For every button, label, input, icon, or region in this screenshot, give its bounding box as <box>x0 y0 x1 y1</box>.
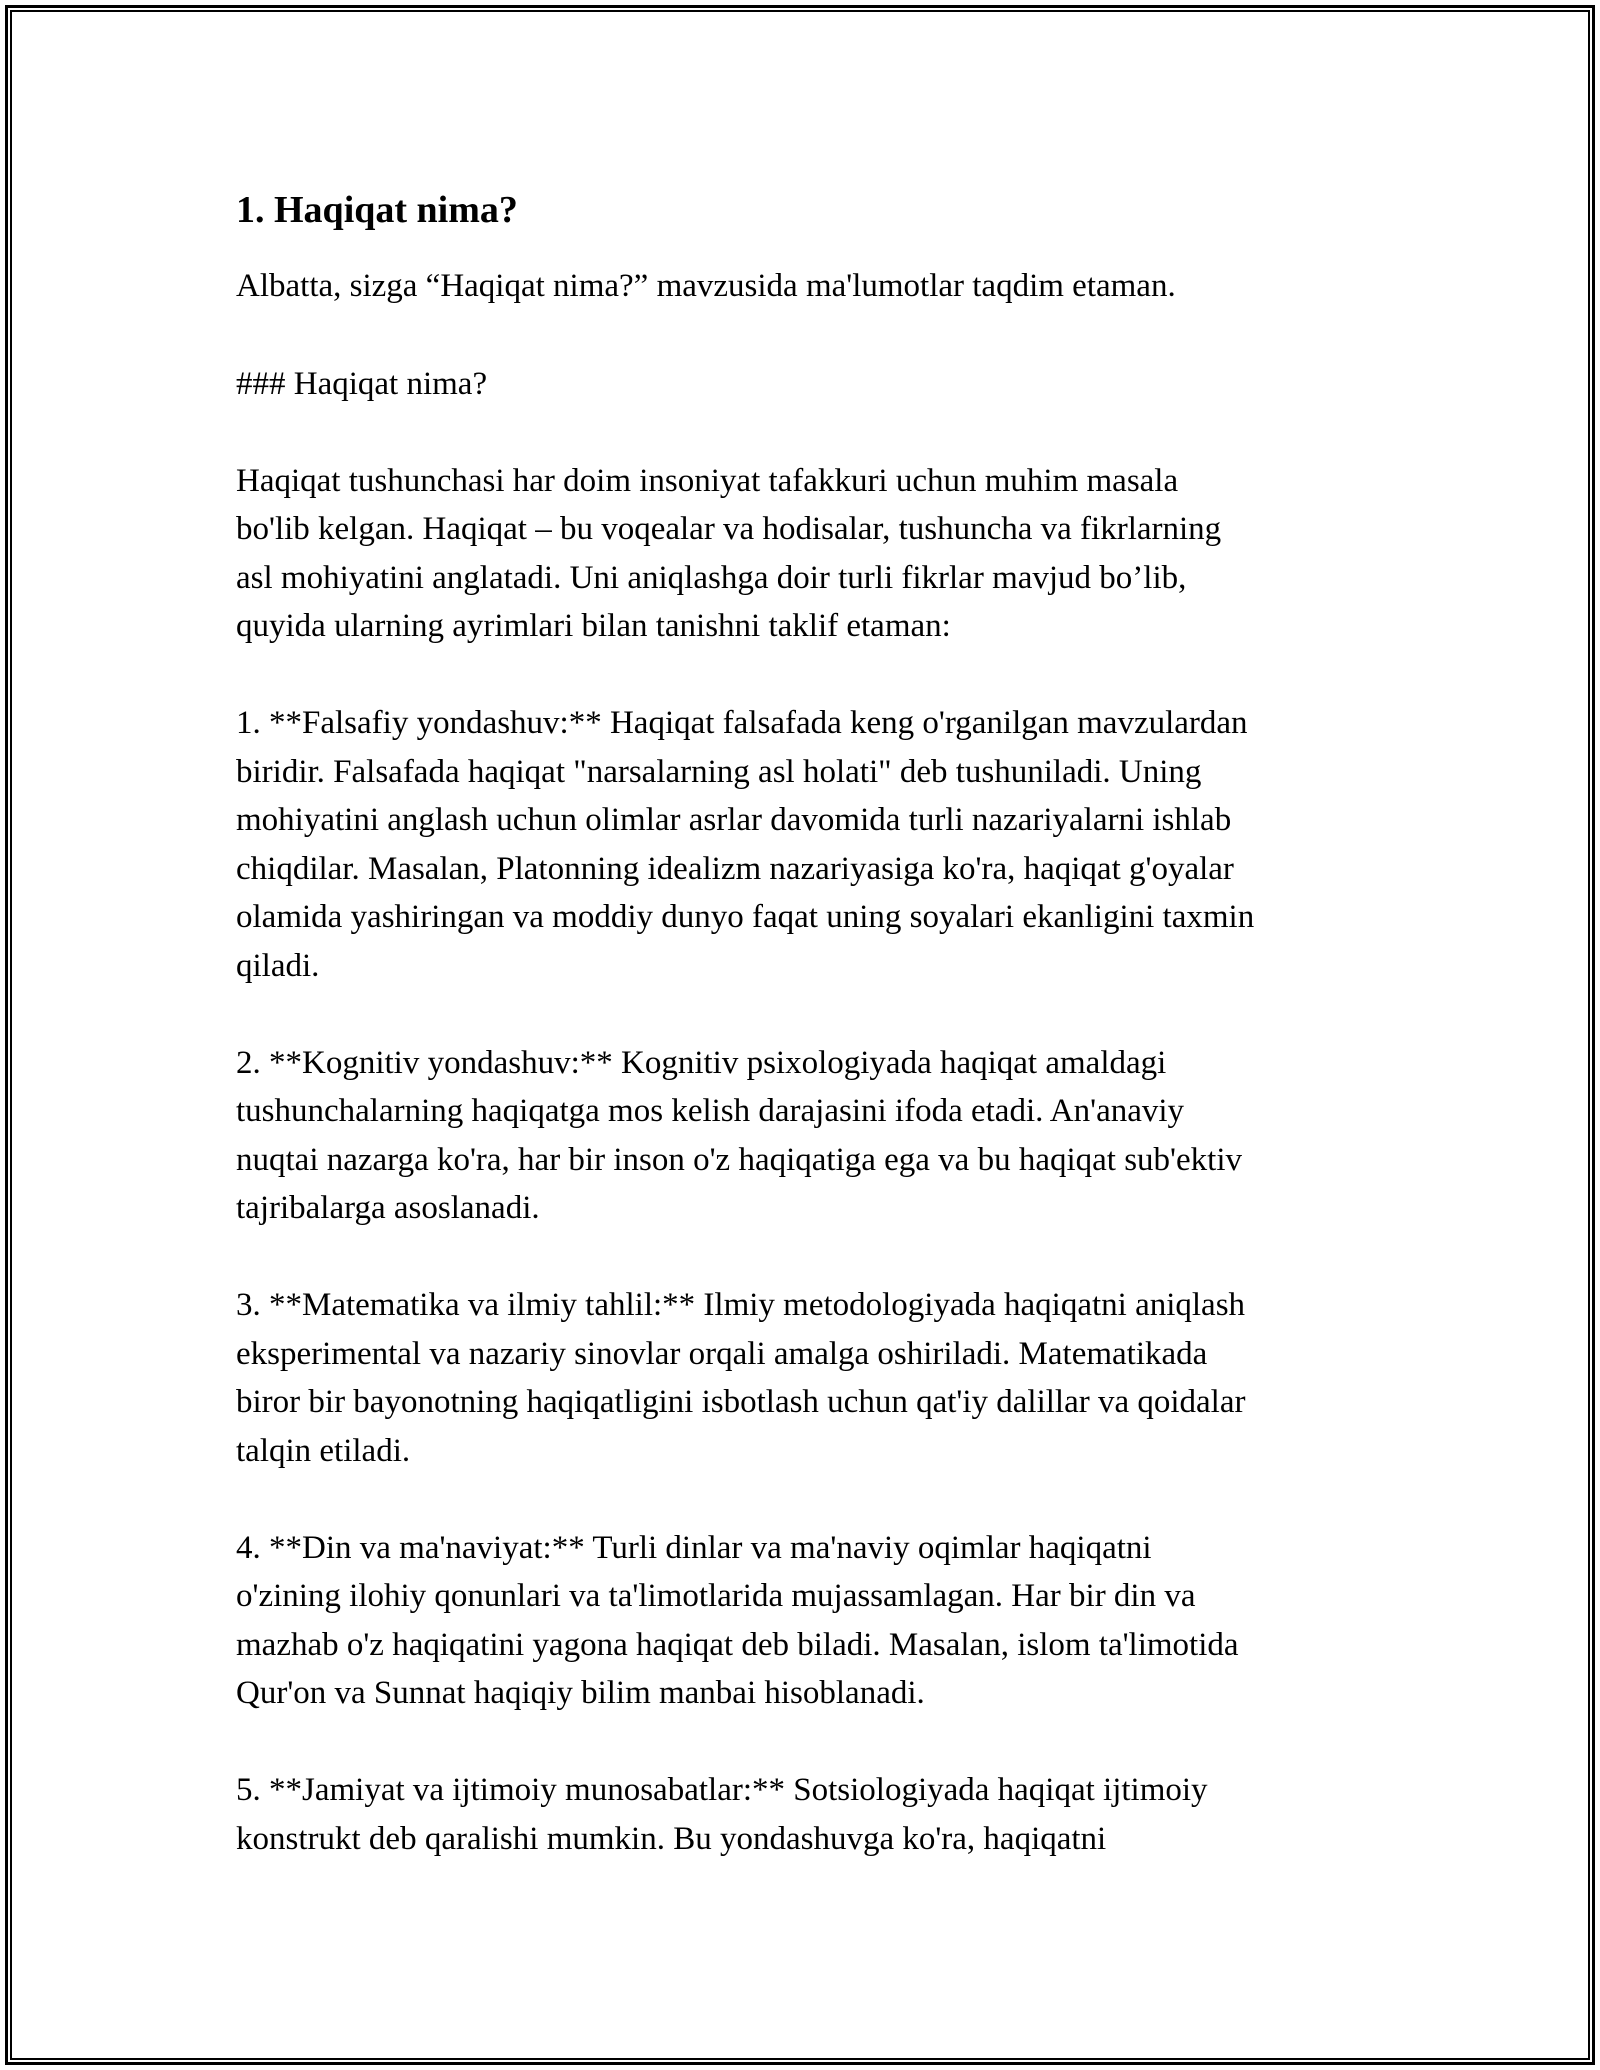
text-line: eksperimental va nazariy sinovlar orqali amalga oshiriladi. Matematikada <box>236 1335 1208 1372</box>
list-item-cognitive <box>236 1039 1416 1233</box>
text-line: 3. **Matematika va ilmiy tahlil:** Ilmiy metodologiyada haqiqatni aniqlash <box>236 1287 1246 1323</box>
list-item-philosophical <box>236 699 1416 990</box>
text-line: 2. **Kognitiv yondashuv:** Kognitiv psixologiyada haqiqat amaldagi <box>236 1044 1167 1081</box>
text-line: bo'lib kelgan. Haqiqat – bu voqealar va hodisalar, tushuncha va fikrlarning <box>236 511 1222 547</box>
text-line: olamida yashiringan va moddiy dunyo faqat uning soyalari ekanligini taxmin <box>236 899 1255 935</box>
text-line: asl mohiyatini anglatadi. Uni aniqlashga doir turli fikrlar mavjud bo’lib, <box>236 559 1187 596</box>
text-line: 1. **Falsafiy yondashuv:** Haqiqat falsafada keng o'rganilgan mavzulardan <box>236 705 1248 741</box>
text-line: biridir. Falsafada haqiqat "narsalarning asl holati" deb tushuniladi. Uning <box>236 753 1202 790</box>
text-line: tajribalarga asoslanadi. <box>236 1190 540 1226</box>
text-line: chiqdilar. Masalan, Platonning idealizm nazariyasiga ko'ra, haqiqat g'oyalar <box>236 850 1234 887</box>
list-item-religion <box>236 1524 1416 1718</box>
text-line: tushunchalarning haqiqatga mos kelish darajasini ifoda etadi. An'anaviy <box>236 1093 1185 1129</box>
document-heading: 1. Haqiqat nima? <box>236 189 518 231</box>
subheading-paragraph: ### Haqiqat nima? <box>236 365 488 402</box>
text-line: mazhab o'z haqiqatini yagona haqiqat deb biladi. Masalan, islom ta'limotida <box>236 1626 1239 1663</box>
text-line: Qur'on va Sunnat haqiqiy bilim manbai hisoblanadi. <box>236 1675 925 1711</box>
text-line: quyida ularning ayrimlari bilan tanishni taklif etaman: <box>236 608 951 644</box>
text-line: nuqtai nazarga ko'ra, har bir inson o'z haqiqatiga ega va bu haqiqat sub'ektiv <box>236 1141 1242 1178</box>
text-line: biror bir bayonotning haqiqatligini isbotlash uchun qat'iy dalillar va qoidalar <box>236 1384 1246 1420</box>
text-line: o'zining ilohiy qonunlari va ta'limotlarida mujassamlagan. Har bir din va <box>236 1578 1196 1614</box>
list-item-society <box>236 1766 1416 1863</box>
text-line: Haqiqat tushunchasi har doim insoniyat tafakkuri uchun muhim masala <box>236 462 1179 499</box>
text-line: qiladi. <box>236 947 320 984</box>
intro-paragraph: Albatta, sizga “Haqiqat nima?” mavzusida ma'lumotlar taqdim etaman. <box>236 268 1176 304</box>
definition-paragraph <box>236 457 1416 651</box>
text-line: 4. **Din va ma'naviyat:** Turli dinlar va ma'naviy oqimlar haqiqatni <box>236 1529 1152 1566</box>
document-body <box>236 186 1416 1863</box>
text-line: 5. **Jamiyat va ijtimoiy munosabatlar:** Sotsiologiyada haqiqat ijtimoiy <box>236 1772 1208 1808</box>
list-item-mathematics <box>236 1281 1416 1475</box>
text-line: talqin etiladi. <box>236 1432 411 1469</box>
text-line: mohiyatini anglash uchun olimlar asrlar davomida turli nazariyalarni ishlab <box>236 802 1232 838</box>
text-line: konstrukt deb qaralishi mumkin. Bu yondashuvga ko'ra, haqiqatni <box>236 1820 1107 1857</box>
